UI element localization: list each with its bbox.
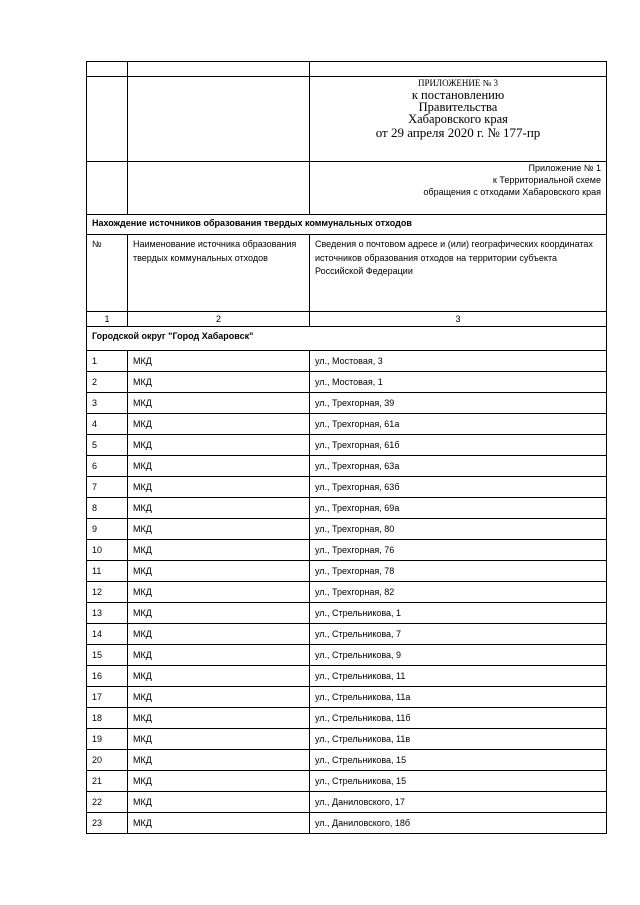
appendix-line-1: к постановлению	[411, 88, 505, 102]
source-name: МКД	[128, 372, 310, 393]
column-header-row	[87, 235, 607, 312]
source-address: ул., Трехгорная, 63а	[310, 456, 607, 477]
empty-cell	[310, 62, 607, 77]
appendix-line-3: Хабаровского края	[408, 112, 508, 126]
spacer-row	[87, 62, 607, 77]
empty-cell	[128, 77, 310, 162]
table-row	[87, 456, 607, 477]
row-number: 15	[87, 645, 128, 666]
row-number: 17	[87, 687, 128, 708]
table-row	[87, 708, 607, 729]
section-title-row	[87, 215, 607, 235]
column-number-2: 2	[128, 312, 310, 327]
table-row	[87, 729, 607, 750]
source-name: МКД	[128, 540, 310, 561]
empty-cell	[87, 62, 128, 77]
source-name: МКД	[128, 771, 310, 792]
source-name: МКД	[128, 729, 310, 750]
table-row	[87, 603, 607, 624]
table-row	[87, 624, 607, 645]
waste-sources-table	[86, 61, 607, 834]
annex-block	[310, 162, 607, 215]
source-name: МКД	[128, 456, 310, 477]
source-name: МКД	[128, 477, 310, 498]
source-name: МКД	[128, 414, 310, 435]
row-number: 3	[87, 393, 128, 414]
row-number: 19	[87, 729, 128, 750]
row-number: 21	[87, 771, 128, 792]
appendix-date: от 29 апреля 2020 г. № 177-пр	[375, 125, 541, 140]
appendix-title-row	[87, 77, 607, 162]
source-name: МКД	[128, 624, 310, 645]
table-row	[87, 540, 607, 561]
row-number: 1	[87, 351, 128, 372]
source-address: ул., Трехгорная, 78	[310, 561, 607, 582]
source-address: ул., Стрельникова, 11в	[310, 729, 607, 750]
row-number: 13	[87, 603, 128, 624]
row-number: 11	[87, 561, 128, 582]
source-address: ул., Стрельникова, 11б	[310, 708, 607, 729]
source-name: МКД	[128, 498, 310, 519]
source-address: ул., Трехгорная, 63б	[310, 477, 607, 498]
source-name: МКД	[128, 708, 310, 729]
source-address: ул., Стрельникова, 15	[310, 750, 607, 771]
annex-line-2: к Территориальной схеме	[492, 175, 601, 185]
row-number: 6	[87, 456, 128, 477]
source-address: ул., Даниловского, 17	[310, 792, 607, 813]
table-row	[87, 351, 607, 372]
source-address: ул., Стрельникова, 11	[310, 666, 607, 687]
row-number: 18	[87, 708, 128, 729]
source-address: ул., Стрельникова, 15	[310, 771, 607, 792]
column-number-1: 1	[87, 312, 128, 327]
table-row	[87, 813, 607, 834]
source-address: ул., Стрельникова, 7	[310, 624, 607, 645]
table-row	[87, 393, 607, 414]
source-address: ул., Трехгорная, 61а	[310, 414, 607, 435]
row-number: 23	[87, 813, 128, 834]
source-address: ул., Стрельникова, 9	[310, 645, 607, 666]
row-number: 10	[87, 540, 128, 561]
source-name: МКД	[128, 645, 310, 666]
empty-cell	[128, 162, 310, 215]
table-row	[87, 687, 607, 708]
source-name: МКД	[128, 792, 310, 813]
table-row	[87, 666, 607, 687]
row-number: 16	[87, 666, 128, 687]
source-name: МКД	[128, 582, 310, 603]
source-address: ул., Трехгорная, 82	[310, 582, 607, 603]
section-title: Нахождение источников образования твердых коммунальных отходов	[87, 215, 607, 235]
source-name: МКД	[128, 519, 310, 540]
table-row	[87, 519, 607, 540]
row-number: 2	[87, 372, 128, 393]
source-name: МКД	[128, 666, 310, 687]
district-title: Городской округ "Город Хабаровск"	[87, 327, 607, 351]
column-header-number: №	[87, 235, 128, 312]
source-address: ул., Трехгорная, 76	[310, 540, 607, 561]
source-address: ул., Трехгорная, 69а	[310, 498, 607, 519]
row-number: 9	[87, 519, 128, 540]
row-number: 5	[87, 435, 128, 456]
table-row	[87, 561, 607, 582]
row-number: 12	[87, 582, 128, 603]
empty-cell	[87, 162, 128, 215]
source-name: МКД	[128, 435, 310, 456]
table-row	[87, 414, 607, 435]
annex-line-1: Приложение № 1	[528, 163, 601, 173]
annex-row	[87, 162, 607, 215]
source-address: ул., Мостовая, 1	[310, 372, 607, 393]
column-header-address: Сведения о почтовом адресе и (или) географических координатах источников образования отходов на территории субъекта Российской Федерации	[310, 235, 607, 312]
district-row	[87, 327, 607, 351]
row-number: 22	[87, 792, 128, 813]
row-number: 8	[87, 498, 128, 519]
table-row	[87, 750, 607, 771]
source-address: ул., Стрельникова, 11а	[310, 687, 607, 708]
column-header-source-name: Наименование источника образования твердых коммунальных отходов	[128, 235, 310, 312]
row-number: 7	[87, 477, 128, 498]
table-row	[87, 477, 607, 498]
source-name: МКД	[128, 813, 310, 834]
column-number-3: 3	[310, 312, 607, 327]
source-address: ул., Трехгорная, 39	[310, 393, 607, 414]
source-name: МКД	[128, 351, 310, 372]
source-address: ул., Стрельникова, 1	[310, 603, 607, 624]
appendix-title-block	[310, 77, 607, 162]
table-row	[87, 372, 607, 393]
source-address: ул., Даниловского, 18б	[310, 813, 607, 834]
source-name: МКД	[128, 561, 310, 582]
source-name: МКД	[128, 687, 310, 708]
empty-cell	[87, 77, 128, 162]
table-row	[87, 792, 607, 813]
source-name: МКД	[128, 750, 310, 771]
table-row	[87, 771, 607, 792]
table-row	[87, 435, 607, 456]
source-name: МКД	[128, 603, 310, 624]
table-row	[87, 582, 607, 603]
appendix-title: ПРИЛОЖЕНИЕ № 3	[417, 78, 499, 88]
source-address: ул., Мостовая, 3	[310, 351, 607, 372]
source-name: МКД	[128, 393, 310, 414]
table-row	[87, 498, 607, 519]
empty-cell	[128, 62, 310, 77]
source-address: ул., Трехгорная, 80	[310, 519, 607, 540]
annex-line-3: обращения с отходами Хабаровского края	[423, 187, 601, 197]
source-address: ул., Трехгорная, 61б	[310, 435, 607, 456]
row-number: 20	[87, 750, 128, 771]
table-row	[87, 645, 607, 666]
appendix-line-2: Правительства	[418, 100, 498, 114]
column-number-row	[87, 312, 607, 327]
row-number: 14	[87, 624, 128, 645]
row-number: 4	[87, 414, 128, 435]
